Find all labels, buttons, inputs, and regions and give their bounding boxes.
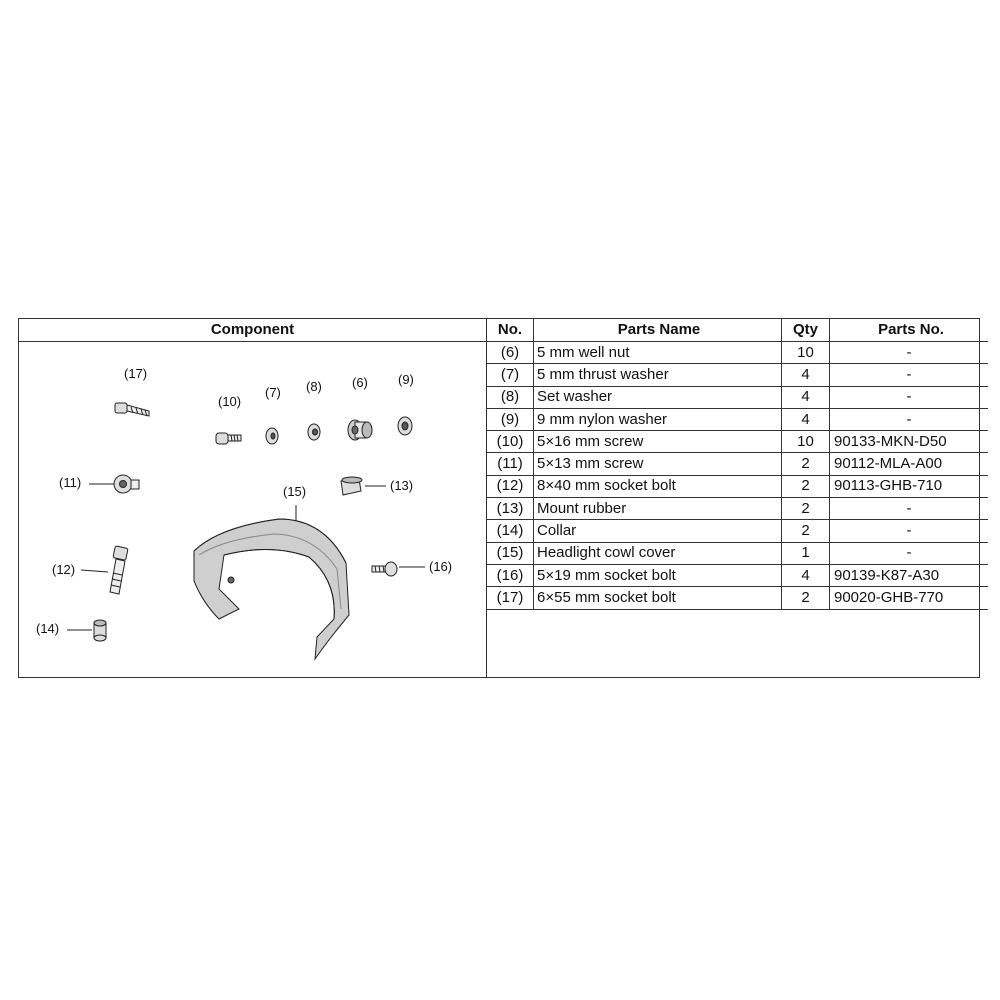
callout-15: (15) (283, 484, 307, 499)
cell-qty: 2 (782, 498, 830, 520)
cell-parts-no: 90112-MLA-A00 (830, 453, 989, 475)
socket-bolt-16-illustration (372, 562, 425, 576)
cell-qty: 4 (782, 386, 830, 408)
cell-parts-no: - (830, 542, 989, 564)
cell-qty: 4 (782, 564, 830, 586)
washer-8-illustration (308, 424, 320, 440)
cell-parts-no: - (830, 364, 989, 386)
cell-no: (13) (487, 498, 534, 520)
table-row (487, 342, 988, 364)
table-row (487, 431, 988, 453)
cell-no: (6) (487, 342, 534, 364)
cell-parts-name: 6×55 mm socket bolt (534, 587, 782, 609)
table-row (487, 520, 988, 542)
callout-17: (17) (124, 366, 148, 381)
callout-14: (14) (36, 621, 60, 636)
cell-qty: 10 (782, 431, 830, 453)
table-row (487, 542, 988, 564)
component-panel (19, 319, 487, 677)
washer-9-illustration (398, 417, 412, 435)
header-parts-name: Parts Name (534, 319, 782, 342)
callout-13: (13) (390, 478, 414, 493)
table-row (487, 386, 988, 408)
cell-no: (9) (487, 408, 534, 430)
cell-no: (14) (487, 520, 534, 542)
table-row (487, 408, 988, 430)
cell-parts-no: - (830, 498, 989, 520)
parts-table-body (487, 342, 988, 610)
cell-parts-no: 90133-MKN-D50 (830, 431, 989, 453)
cell-qty: 2 (782, 587, 830, 609)
collar-14-illustration (67, 620, 106, 641)
well-nut-6-illustration (348, 420, 372, 440)
cell-parts-name: Set washer (534, 386, 782, 408)
cell-parts-name: Collar (534, 520, 782, 542)
cell-parts-name: Mount rubber (534, 498, 782, 520)
cell-parts-name: 5×13 mm screw (534, 453, 782, 475)
callout-6: (6) (352, 375, 368, 390)
cell-parts-name: 5 mm well nut (534, 342, 782, 364)
header-no: No. (487, 319, 534, 342)
cell-parts-no: 90139-K87-A30 (830, 564, 989, 586)
callout-7: (7) (265, 385, 281, 400)
cell-no: (8) (487, 386, 534, 408)
cell-no: (11) (487, 453, 534, 475)
header-qty: Qty (782, 319, 830, 342)
cell-no: (7) (487, 364, 534, 386)
cell-parts-name: 8×40 mm socket bolt (534, 475, 782, 497)
table-row (487, 453, 988, 475)
table-header-row (487, 319, 988, 342)
cell-no: (15) (487, 542, 534, 564)
bolt-17-illustration (115, 403, 149, 416)
callout-8: (8) (306, 379, 322, 394)
cell-qty: 2 (782, 520, 830, 542)
cell-parts-no: - (830, 342, 989, 364)
cell-no: (17) (487, 587, 534, 609)
cell-qty: 1 (782, 542, 830, 564)
table-row (487, 498, 988, 520)
cell-parts-name: 5 mm thrust washer (534, 364, 782, 386)
component-header: Component (19, 319, 486, 342)
headlight-cowl-cover-15-illustration (194, 505, 349, 659)
screw-10-illustration (216, 433, 241, 444)
cell-parts-name: Headlight cowl cover (534, 542, 782, 564)
cell-qty: 4 (782, 364, 830, 386)
cell-qty: 4 (782, 408, 830, 430)
socket-bolt-12-illustration (81, 546, 128, 594)
cell-parts-no: - (830, 408, 989, 430)
table-row (487, 564, 988, 586)
cell-qty: 2 (782, 475, 830, 497)
cell-no: (16) (487, 564, 534, 586)
table-row (487, 364, 988, 386)
parts-table (487, 319, 988, 610)
washer-7-illustration (266, 428, 278, 444)
screw-11-illustration (89, 475, 139, 493)
callout-12: (12) (52, 562, 76, 577)
table-row (487, 587, 988, 609)
cell-qty: 2 (782, 453, 830, 475)
mount-rubber-13-illustration (341, 477, 386, 495)
parts-list-frame (18, 318, 980, 678)
table-row (487, 475, 988, 497)
cell-no: (10) (487, 431, 534, 453)
cell-parts-no: 90113-GHB-710 (830, 475, 989, 497)
callout-11: (11) (59, 475, 82, 490)
callout-10: (10) (218, 394, 242, 409)
cell-parts-no: - (830, 520, 989, 542)
cell-parts-name: 9 mm nylon washer (534, 408, 782, 430)
cell-parts-no: 90020-GHB-770 (830, 587, 989, 609)
component-diagram (19, 319, 486, 677)
callout-9: (9) (398, 372, 414, 387)
callout-16: (16) (429, 559, 453, 574)
header-parts-no: Parts No. (830, 319, 989, 342)
cell-parts-no: - (830, 386, 989, 408)
cell-no: (12) (487, 475, 534, 497)
cell-parts-name: 5×19 mm socket bolt (534, 564, 782, 586)
cell-parts-name: 5×16 mm screw (534, 431, 782, 453)
cell-qty: 10 (782, 342, 830, 364)
